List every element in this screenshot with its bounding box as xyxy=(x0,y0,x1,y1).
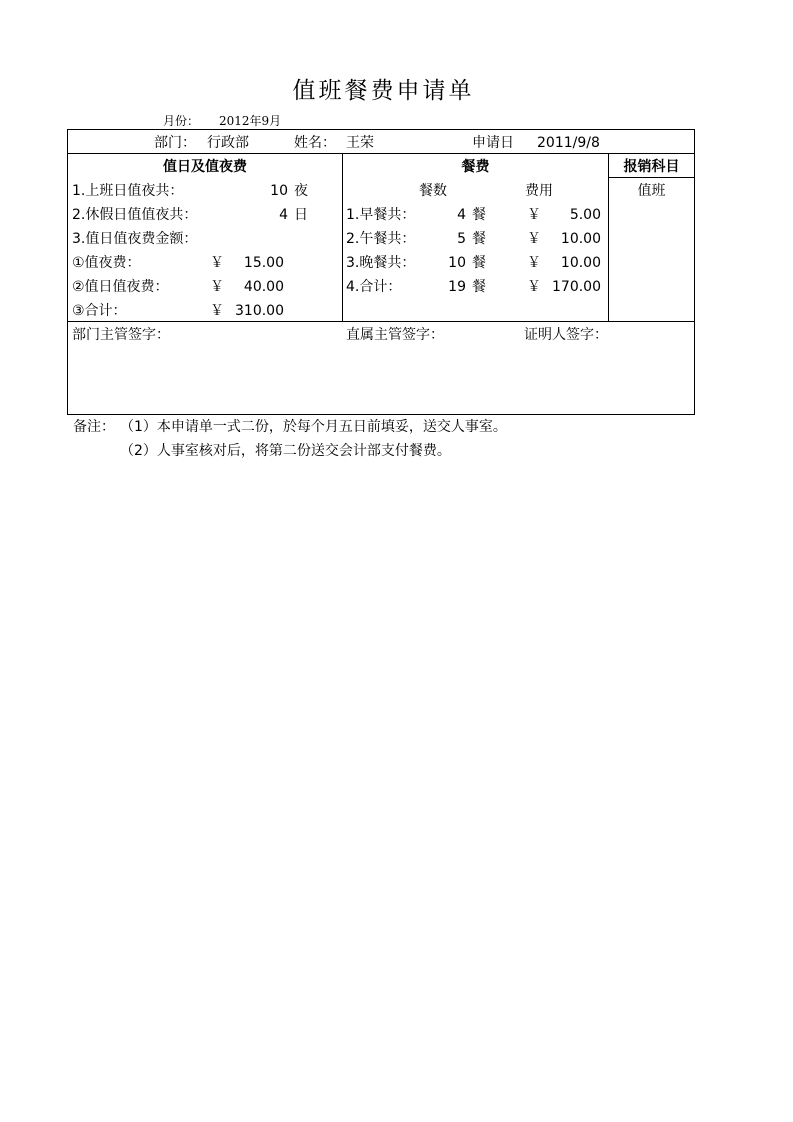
month-label: 月份： xyxy=(163,114,200,128)
meal-row-label: 3.晚餐共： xyxy=(346,255,416,271)
night-fee-currency: ￥ xyxy=(210,255,224,271)
night-fee-value: 15.00 xyxy=(243,255,284,271)
table-divider-duty-meal xyxy=(342,153,343,321)
month-value: 2012年9月 xyxy=(219,114,282,128)
table-border-top xyxy=(67,129,695,130)
workday-count: 10 xyxy=(270,183,288,199)
total-currency: ￥ xyxy=(210,303,224,319)
witness-signature-label: 证明人签字： xyxy=(524,327,608,343)
meal-row-currency: ￥ xyxy=(527,231,541,247)
table-border-bottom xyxy=(67,414,695,415)
dept-manager-signature-label: 部门主管签字： xyxy=(72,327,170,343)
meal-row-label: 2.午餐共： xyxy=(346,231,416,247)
dept-label: 部门： xyxy=(154,135,196,151)
duty-header: 值日及值夜费 xyxy=(163,159,247,175)
direct-manager-signature-label: 直属主管签字： xyxy=(346,327,444,343)
dept-value: 行政部 xyxy=(207,135,249,151)
date-value: 2011/9/8 xyxy=(537,135,600,151)
meal-row-unit: 餐 xyxy=(472,207,486,223)
table-border-right xyxy=(694,129,695,415)
holiday-count: 4 xyxy=(279,207,288,223)
meal-row-cost: 10.00 xyxy=(560,231,601,247)
meal-row-currency: ￥ xyxy=(527,255,541,271)
meal-row-unit: 餐 xyxy=(472,231,486,247)
meal-row-label: 4.合计： xyxy=(346,279,402,295)
meal-row-count: 10 xyxy=(448,255,466,271)
meal-row-currency: ￥ xyxy=(527,279,541,295)
notes-line-1: （1）本申请单一式二份，於每个月五日前填妥，送交人事室。 xyxy=(120,419,507,435)
meal-row-unit: 餐 xyxy=(472,279,486,295)
name-value: 王荣 xyxy=(346,135,374,151)
holiday-label: 2.休假日值值夜共： xyxy=(72,207,198,223)
page-title: 值班餐费申请单 xyxy=(292,78,475,104)
day-night-fee-label: ②值日值夜费： xyxy=(72,279,169,295)
meal-count-header: 餐数 xyxy=(419,183,447,199)
night-fee-label: ①值夜费： xyxy=(72,255,141,271)
holiday-unit: 日 xyxy=(294,207,308,223)
meal-row-cost: 170.00 xyxy=(552,279,601,295)
meal-cost-header: 费用 xyxy=(525,183,553,199)
meal-row-count: 4 xyxy=(457,207,466,223)
meal-row-count: 19 xyxy=(448,279,466,295)
total-value: 310.00 xyxy=(235,303,284,319)
meal-row-cost: 10.00 xyxy=(560,255,601,271)
name-label: 姓名： xyxy=(294,135,336,151)
meal-row-count: 5 xyxy=(457,231,466,247)
date-label: 申请日 xyxy=(472,135,514,151)
workday-unit: 夜 xyxy=(294,183,308,199)
amount-label: 3.值日值夜费金额： xyxy=(72,231,198,247)
meal-row-currency: ￥ xyxy=(527,207,541,223)
meal-row-unit: 餐 xyxy=(472,255,486,271)
total-label: ③合计： xyxy=(72,303,127,319)
account-header: 报销科目 xyxy=(623,159,680,175)
table-border-signature xyxy=(67,321,695,322)
day-night-fee-currency: ￥ xyxy=(210,279,224,295)
meal-row-label: 1.早餐共： xyxy=(346,207,416,223)
table-border-info xyxy=(67,153,695,154)
meal-row-cost: 5.00 xyxy=(569,207,601,223)
account-value: 值班 xyxy=(637,183,666,199)
workday-label: 1.上班日值夜共： xyxy=(72,183,184,199)
table-border-account-header xyxy=(608,177,695,178)
notes-line-2: （2）人事室核对后，将第二份送交会计部支付餐费。 xyxy=(120,443,451,459)
table-divider-meal-account xyxy=(608,153,609,321)
meal-header: 餐费 xyxy=(461,159,490,175)
notes-label: 备注： xyxy=(73,419,115,435)
day-night-fee-value: 40.00 xyxy=(243,279,284,295)
